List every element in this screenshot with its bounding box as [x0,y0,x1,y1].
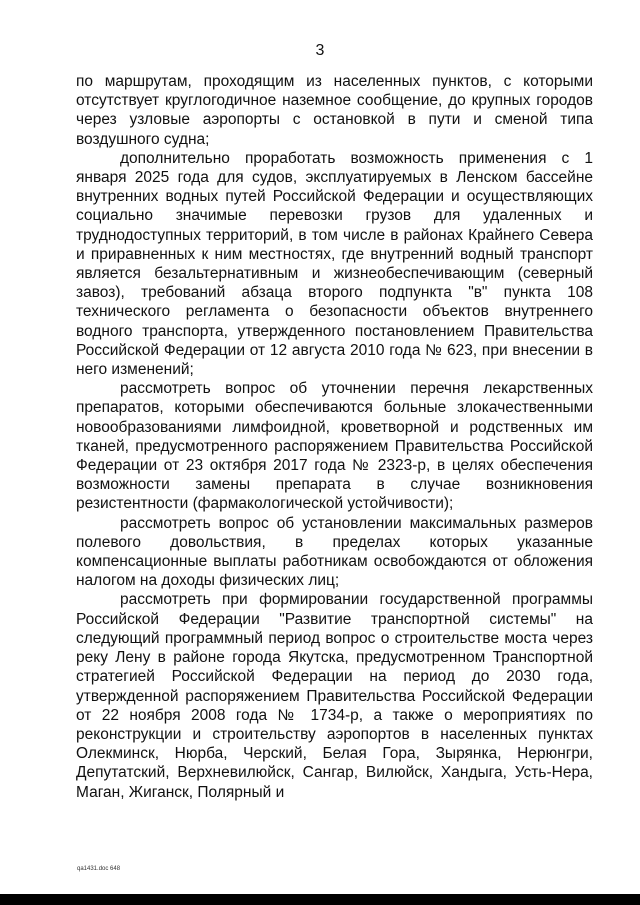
document-body [76,72,593,802]
scan-bottom-edge [0,894,640,905]
page-number: 3 [315,42,325,59]
paragraph-continuation: по маршрутам, проходящим из населенных пунктов, с которыми отсутствует круглогодичное наземное сообщение, до крупных городов через узловые аэропорты с остановкой в пути и сменой типа воздушного судна; [76,73,593,148]
paragraph-medication-list: рассмотреть вопрос об уточнении перечня лекарственных препаратов, которыми обеспечиваются больные злокачественными новообразованиями лимфоидной, кроветворной и родственных им тканей, предусмотренного распоряжением Правительства Российской Федерации от 23 октября 2017 года № 2323-р, в целях обеспечения возможности замены препарата в случае возникновения резистентности (фармакологической устойчивости); [76,380,593,513]
paragraph-field-allowance: рассмотреть вопрос об установлении максимальных размеров полевого довольствия, в пределах которых указанные компенсационные выплаты работникам освобождаются от обложения налогом на доходы физических лиц; [76,514,593,590]
paragraph-northern-delivery: дополнительно проработать возможность применения с 1 января 2025 года для судов, эксплуатируемых в Ленском бассейне внутренних водных путей Российской Федерации и осуществляющих социально значимые перевозки грузов для удаленных и труднодоступных территорий, в том числе в районах Крайнего Севера и приравненных к ним местностях, где внутренний водный транспорт является безальтернативным и жизнеобеспечивающим (северный завоз), требований абзаца второго подпункта "в" пункта 108 технического регламента о безопасности объектов внутреннего водного транспорта, утвержденного постановлением Правительства Российской Федерации от 12 августа 2010 года № 623, при внесении в него изменений; [76,149,593,379]
document-footer-code: qa1431.doc 648 [77,866,121,872]
paragraph-transport-program: рассмотреть при формировании государственной программы Российской Федерации "Развитие транспортной системы" на следующий программный период вопрос о строительстве моста через реку Лену в районе города Якутска, предусмотренном Транспортной стратегией Российской Федерации на период до 2030 года, утвержденной распоряжением Правительства Российской Федерации от 22 ноября 2008 года № 1734-р, а также о мероприятиях по реконструкции и строительству аэропортов в населенных пунктах Олекминск, Нюрба, Черский, Белая Гора, Зырянка, Нерюнгри, Депутатский, Верхневилюйск, Сангар, Вилюйск, Хандыга, Усть-Нера, Маган, Жиганск, Полярный и [76,591,593,801]
